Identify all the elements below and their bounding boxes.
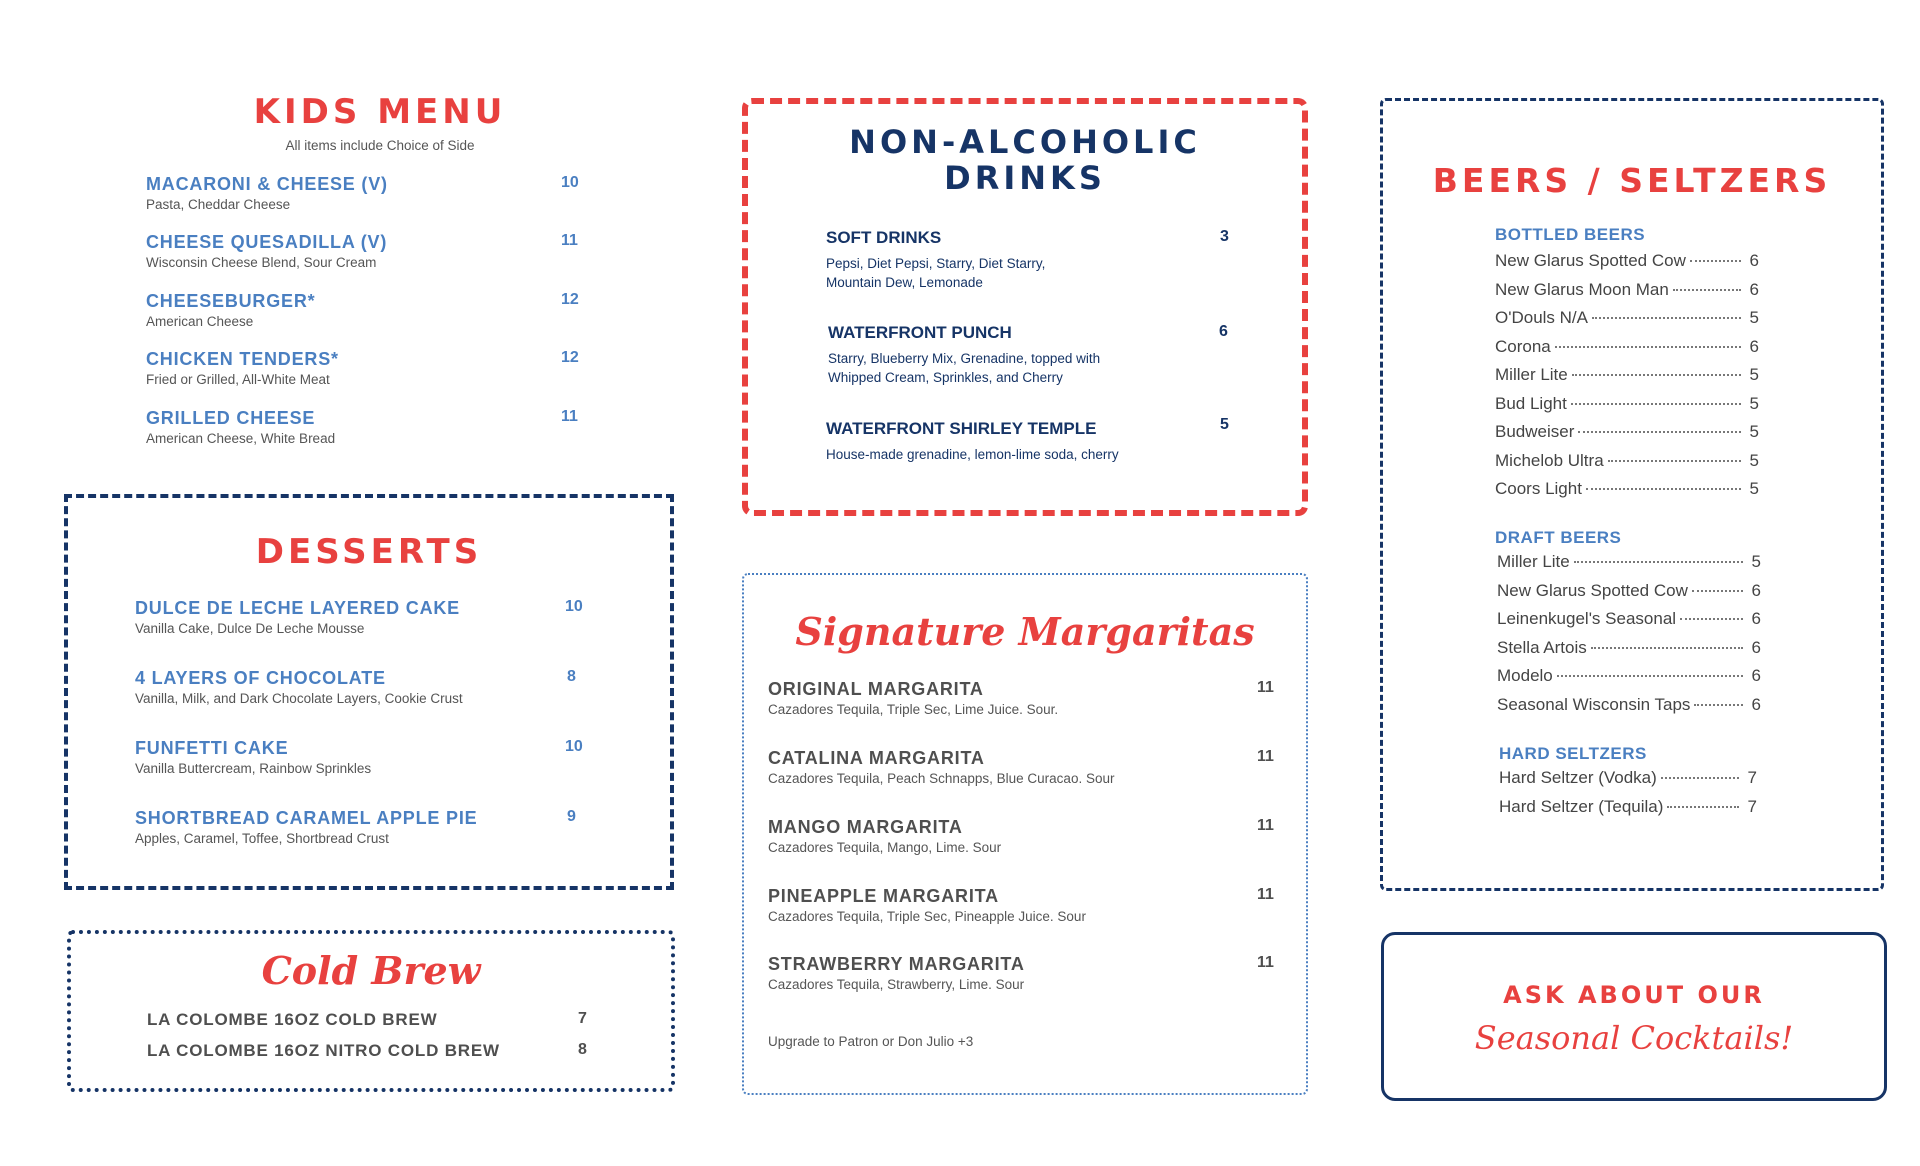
cold-brew-section <box>67 930 675 1092</box>
hard-seltzers-list <box>1499 744 1757 825</box>
non-alcoholic-section <box>742 98 1308 516</box>
menu-item: CATALINA MARGARITA Cazadores Tequila, Peach Schnapps, Blue Curacao. Sour 11 <box>768 748 1274 786</box>
margaritas-section <box>742 573 1308 1095</box>
beer-row: New Glarus Spotted Cow 6 <box>1497 580 1761 600</box>
beers-title: BEERS / SELTZERS <box>1432 161 1832 200</box>
menu-item: LA COLOMBE 16OZ COLD BREW 7 <box>147 1010 587 1029</box>
bottled-beers-list <box>1495 225 1759 508</box>
menu-item: FUNFETTI CAKE Vanilla Buttercream, Rainbow Sprinkles 10 <box>135 738 583 776</box>
kids-menu-title: KIDS MENU <box>253 92 507 132</box>
draft-beers-list <box>1495 528 1761 723</box>
menu-item: 4 LAYERS OF CHOCOLATE Vanilla, Milk, and Dark Chocolate Layers, Cookie Crust 8 <box>135 668 576 706</box>
beer-row: Hard Seltzer (Tequila) 7 <box>1499 796 1757 816</box>
beer-row: Miller Lite 5 <box>1497 552 1761 571</box>
beer-row: Hard Seltzer (Vodka) 7 <box>1499 768 1757 787</box>
desserts-section <box>64 494 674 890</box>
menu-item: SHORTBREAD CARAMEL APPLE PIE Apples, Caramel, Toffee, Shortbread Crust 9 <box>135 808 576 846</box>
menu-item: LA COLOMBE 16OZ NITRO COLD BREW 8 <box>147 1041 587 1060</box>
menu-item: MANGO MARGARITA Cazadores Tequila, Mango, Lime. Sour 11 <box>768 817 1274 855</box>
upgrade-note: Upgrade to Patron or Don Julio +3 <box>768 1034 974 1049</box>
menu-item: WATERFRONT SHIRLEY TEMPLE House-made grenadine, lemon-lime soda, cherry 5 <box>826 416 1229 462</box>
non-alcoholic-title: NON-ALCOHOLIC DRINKS <box>849 123 1201 197</box>
kids-menu-subtitle: All items include Choice of Side <box>285 138 475 153</box>
beer-row: Corona 6 <box>1495 336 1759 356</box>
beer-row: New Glarus Moon Man 6 <box>1495 279 1759 299</box>
menu-item: STRAWBERRY MARGARITA Cazadores Tequila, Strawberry, Lime. Sour 11 <box>768 954 1274 992</box>
desserts-title: DESSERTS <box>255 532 483 572</box>
beer-row: Seasonal Wisconsin Taps 6 <box>1497 694 1761 714</box>
seasonal-line2: Seasonal Cocktails! <box>1474 1019 1794 1057</box>
beer-row: O'Douls N/A 5 <box>1495 308 1759 327</box>
beer-row: New Glarus Spotted Cow 6 <box>1495 251 1759 270</box>
seasonal-cocktails-callout <box>1381 932 1887 1101</box>
beer-row: Budweiser 5 <box>1495 422 1759 441</box>
beer-row: Bud Light 5 <box>1495 393 1759 413</box>
hard-seltzers-heading: HARD SELTZERS <box>1499 744 1647 763</box>
menu-item: MACARONI & CHEESE (V) Pasta, Cheddar Cheese 10 <box>146 174 579 212</box>
menu-item: SOFT DRINKS Pepsi, Diet Pepsi, Starry, Diet Starry, Mountain Dew, Lemonade 3 <box>826 228 1229 290</box>
beer-row: Coors Light 5 <box>1495 479 1759 498</box>
beer-row: Miller Lite 5 <box>1495 365 1759 384</box>
menu-item: GRILLED CHEESE American Cheese, White Bread 11 <box>146 408 578 446</box>
beer-row: Michelob Ultra 5 <box>1495 450 1759 470</box>
menu-item: CHEESE QUESADILLA (V) Wisconsin Cheese Blend, Sour Cream 11 <box>146 232 578 270</box>
menu-item: DULCE DE LECHE LAYERED CAKE Vanilla Cake, Dulce De Leche Mousse 10 <box>135 598 583 636</box>
beers-section <box>1380 98 1884 891</box>
menu-item: ORIGINAL MARGARITA Cazadores Tequila, Triple Sec, Lime Juice. Sour. 11 <box>768 679 1274 717</box>
draft-beers-heading: DRAFT BEERS <box>1495 528 1622 547</box>
beer-row: Stella Artois 6 <box>1497 637 1761 657</box>
menu-item: CHEESEBURGER* American Cheese 12 <box>146 291 579 329</box>
bottled-beers-heading: BOTTLED BEERS <box>1495 225 1646 244</box>
menu-item: PINEAPPLE MARGARITA Cazadores Tequila, Triple Sec, Pineapple Juice. Sour 11 <box>768 886 1274 924</box>
seasonal-line1: ASK ABOUT OUR <box>1503 981 1765 1009</box>
beer-row: Modelo 6 <box>1497 666 1761 685</box>
menu-item: WATERFRONT PUNCH Starry, Blueberry Mix, Grenadine, topped with Whipped Cream, Sprinkles, and Cherry 6 <box>828 323 1228 385</box>
margaritas-title: Signature Margaritas <box>795 609 1255 654</box>
cold-brew-title: Cold Brew <box>261 948 481 993</box>
kids-menu-section <box>140 92 620 462</box>
menu-item: CHICKEN TENDERS* Fried or Grilled, All-White Meat 12 <box>146 349 579 387</box>
beer-row: Leinenkugel's Seasonal 6 <box>1497 609 1761 628</box>
